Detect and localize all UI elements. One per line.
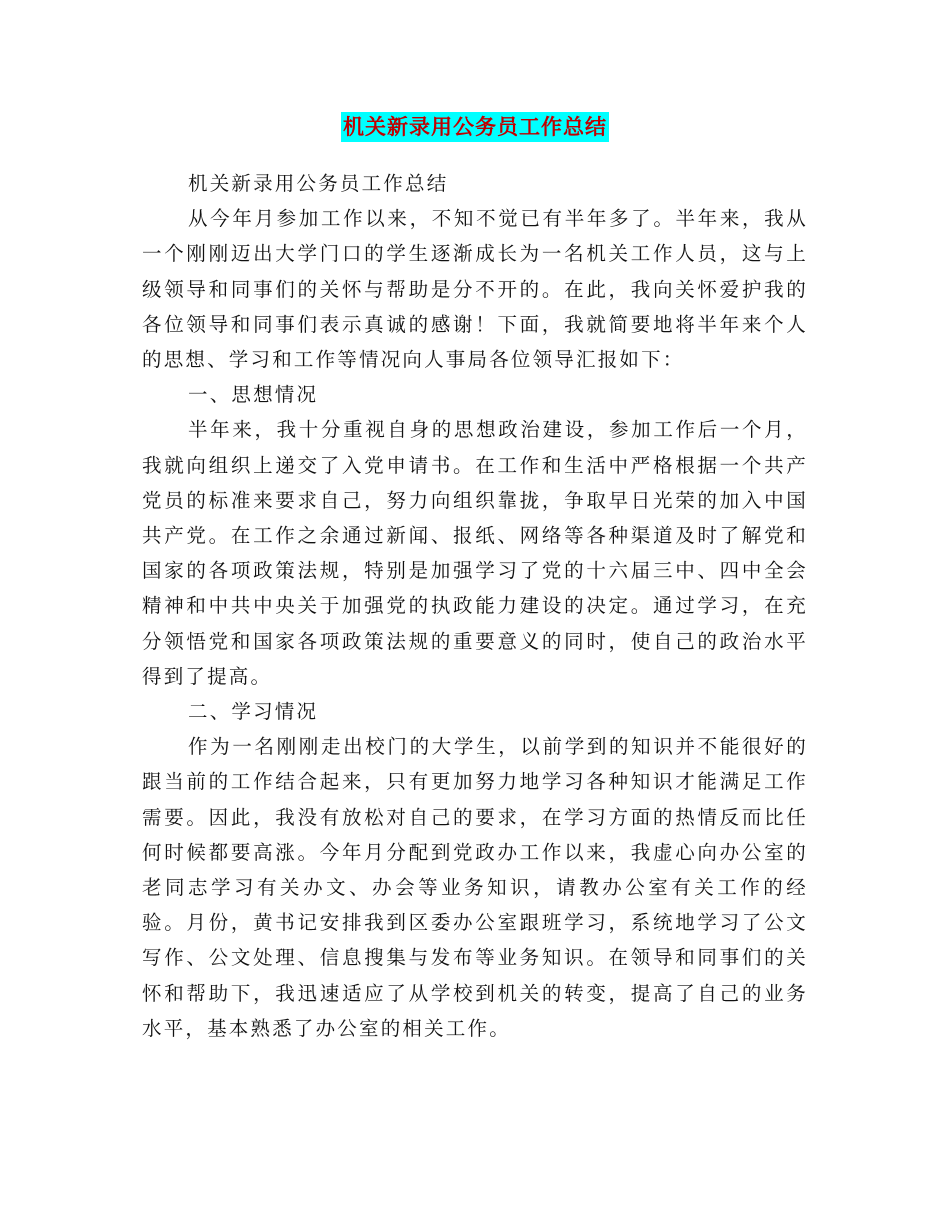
section-heading-study: 二、学习情况 <box>188 700 319 724</box>
paragraph-subtitle: 机关新录用公务员工作总结 <box>188 172 449 195</box>
paragraph-intro: 从今年月参加工作以来，不知不觉已有半年多了。半年来，我从一个刚刚迈出大学门口的学生逐渐成长为一名机关工作人员，这与上级领导和同事们的关怀与帮助是分不开的。在此，我向关怀爱护我的各位领导和同事们表示真诚的感谢！下面，我就简要地将半年来个人的思想、学习和工作等情况向人事局各位领导汇报如下： <box>142 207 808 372</box>
paragraph-thought: 半年来，我十分重视自身的思想政治建设，参加工作后一个月，我就向组织上递交了入党申请书。在工作和生活中严格根据一个共产党员的标准来要求自己，努力向组织靠拢，争取早日光荣的加入中国共产党。在工作之余通过新闻、报纸、网络等各种渠道及时了解党和国家的各项政策法规，特别是加强学习了党的十六届三中、四中全会精神和中共中央关于加强党的执政能力建设的决定。通过学习，在充分领悟党和国家各项政策法规的重要意义的同时，使自己的政治水平得到了提高。 <box>142 418 808 688</box>
title-container <box>0 112 950 142</box>
document-body <box>142 166 808 1046</box>
paragraph-study: 作为一名刚刚走出校门的大学生，以前学到的知识并不能很好的跟当前的工作结合起来，只有更加努力地学习各种知识才能满足工作需要。因此，我没有放松对自己的要求，在学习方面的热情反而比任何时候都要高涨。今年月分配到党政办工作以来，我虚心向办公室的老同志学习有关办文、办会等业务知识，请教办公室有关工作的经验。月份，黄书记安排我到区委办公室跟班学习，系统地学习了公文写作、公文处理、信息搜集与发布等业务知识。在领导和同事们的关怀和帮助下，我迅速适应了从学校到机关的转变，提高了自己的业务水平，基本熟悉了办公室的相关工作。 <box>142 735 808 1040</box>
document-title: 机关新录用公务员工作总结 <box>341 112 609 142</box>
section-heading-thought: 一、思想情况 <box>188 383 319 407</box>
